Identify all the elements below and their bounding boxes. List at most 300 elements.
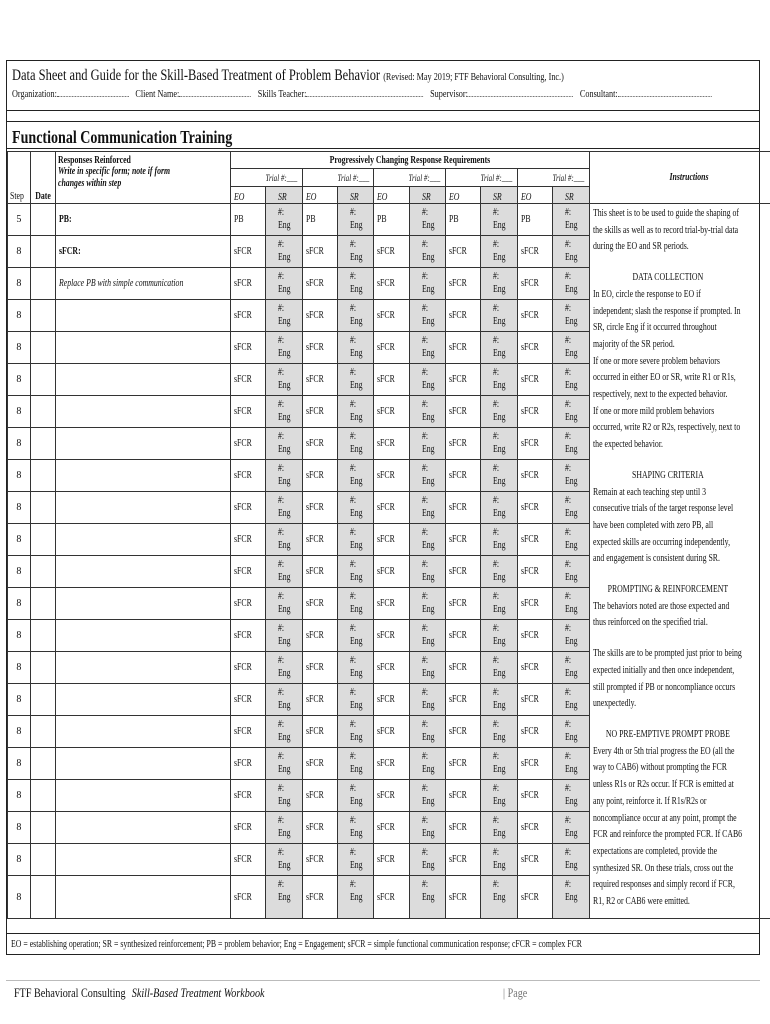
eo-cell[interactable]: sFCR	[302, 620, 337, 652]
trial-number-field[interactable]: Trial #:___	[230, 169, 302, 187]
organization-field[interactable]: Organization:	[12, 89, 129, 100]
response-cell[interactable]	[55, 652, 230, 684]
eo-cell[interactable]: sFCR	[446, 268, 481, 300]
eo-cell[interactable]: PB	[446, 204, 481, 236]
eo-cell[interactable]: sFCR	[517, 300, 552, 332]
sr-cell[interactable]: #: Eng	[409, 652, 446, 684]
response-cell[interactable]	[55, 556, 230, 588]
sr-cell[interactable]: #: Eng	[553, 652, 590, 684]
eo-cell[interactable]: sFCR	[446, 396, 481, 428]
response-cell[interactable]: sFCR:	[55, 236, 230, 268]
date-cell[interactable]	[30, 332, 55, 364]
response-cell[interactable]	[55, 620, 230, 652]
step-cell: 8	[8, 556, 31, 588]
sr-cell[interactable]: #: Eng	[409, 332, 446, 364]
eo-cell[interactable]: sFCR	[374, 524, 409, 556]
sr-cell[interactable]: #: Eng	[481, 460, 518, 492]
sr-cell[interactable]: #: Eng	[266, 268, 303, 300]
eo-cell[interactable]: sFCR	[302, 396, 337, 428]
response-cell[interactable]	[55, 684, 230, 716]
eo-cell[interactable]: sFCR	[446, 556, 481, 588]
sr-cell[interactable]: #: Eng	[337, 876, 374, 919]
response-cell[interactable]	[55, 876, 230, 919]
trial-number-field[interactable]: Trial #:___	[446, 169, 518, 187]
sr-cell[interactable]: #: Eng	[553, 556, 590, 588]
eo-cell[interactable]: sFCR	[446, 524, 481, 556]
eo-column-header: EO	[517, 187, 552, 204]
sr-cell[interactable]: #: Eng	[266, 620, 303, 652]
eo-cell[interactable]: sFCR	[374, 268, 409, 300]
response-cell[interactable]	[55, 364, 230, 396]
sr-cell[interactable]: #: Eng	[409, 364, 446, 396]
client-name-field[interactable]: Client Name:	[135, 89, 251, 100]
sr-cell[interactable]: #: Eng	[266, 204, 303, 236]
eo-cell[interactable]: sFCR	[446, 588, 481, 620]
eo-cell[interactable]: sFCR	[517, 460, 552, 492]
sr-cell[interactable]: #: Eng	[553, 268, 590, 300]
eo-cell[interactable]: sFCR	[374, 716, 409, 748]
eo-cell[interactable]: sFCR	[517, 652, 552, 684]
eo-cell[interactable]: sFCR	[446, 652, 481, 684]
eo-cell[interactable]: sFCR	[517, 396, 552, 428]
sr-cell[interactable]: #: Eng	[337, 300, 374, 332]
eo-cell[interactable]: sFCR	[302, 844, 337, 876]
eo-cell[interactable]: sFCR	[374, 364, 409, 396]
step-cell: 8	[8, 652, 31, 684]
shaping-criteria-title: SHAPING CRITERIA	[631, 469, 704, 481]
date-cell[interactable]	[30, 876, 55, 919]
eo-cell[interactable]: sFCR	[517, 684, 552, 716]
eo-cell[interactable]: PB	[374, 204, 409, 236]
sr-column-header: SR	[481, 187, 518, 204]
eo-cell[interactable]: sFCR	[302, 556, 337, 588]
step-cell: 8	[8, 716, 31, 748]
eo-cell[interactable]: sFCR	[302, 460, 337, 492]
sr-cell[interactable]: #: Eng	[553, 524, 590, 556]
sr-cell[interactable]: #: Eng	[337, 460, 374, 492]
step-cell: 8	[8, 300, 31, 332]
sr-cell[interactable]: #: Eng	[337, 588, 374, 620]
eo-cell[interactable]: sFCR	[230, 588, 265, 620]
sr-cell[interactable]: #: Eng	[481, 556, 518, 588]
eo-cell[interactable]: sFCR	[517, 780, 552, 812]
skills-teacher-field[interactable]: Skills Teacher:	[258, 89, 424, 100]
eo-cell[interactable]: sFCR	[374, 332, 409, 364]
sr-cell[interactable]: #: Eng	[266, 716, 303, 748]
date-cell[interactable]	[30, 780, 55, 812]
sr-cell[interactable]: #: Eng	[553, 780, 590, 812]
eo-cell[interactable]: sFCR	[302, 684, 337, 716]
eo-cell[interactable]: sFCR	[446, 332, 481, 364]
sr-cell[interactable]: #: Eng	[481, 876, 518, 919]
sr-cell[interactable]: #: Eng	[266, 556, 303, 588]
eo-cell[interactable]: sFCR	[302, 780, 337, 812]
sr-cell[interactable]: #: Eng	[553, 748, 590, 780]
eo-cell[interactable]: sFCR	[446, 716, 481, 748]
date-cell[interactable]	[30, 716, 55, 748]
step-cell: 8	[8, 876, 31, 919]
sr-cell[interactable]: #: Eng	[553, 396, 590, 428]
responses-header: Responses Reinforced Write in specific form; note if form changes within step	[55, 152, 230, 204]
sr-cell[interactable]: #: Eng	[553, 204, 590, 236]
eo-cell[interactable]: sFCR	[374, 748, 409, 780]
date-cell[interactable]	[30, 556, 55, 588]
eo-cell[interactable]: sFCR	[230, 620, 265, 652]
sr-cell[interactable]: #: Eng	[553, 684, 590, 716]
eo-cell[interactable]: PB	[230, 204, 265, 236]
sr-cell[interactable]: #: Eng	[337, 812, 374, 844]
response-cell[interactable]	[55, 844, 230, 876]
sr-cell[interactable]: #: Eng	[553, 844, 590, 876]
trial-number-field[interactable]: Trial #:___	[517, 169, 589, 187]
step-cell: 8	[8, 844, 31, 876]
sr-cell[interactable]: #: Eng	[337, 204, 374, 236]
eo-cell[interactable]: sFCR	[230, 396, 265, 428]
sr-cell[interactable]: #: Eng	[409, 492, 446, 524]
eo-cell[interactable]: sFCR	[230, 524, 265, 556]
response-cell[interactable]	[55, 460, 230, 492]
sr-cell[interactable]: #: Eng	[337, 428, 374, 460]
eo-cell[interactable]: sFCR	[374, 300, 409, 332]
response-cell[interactable]	[55, 428, 230, 460]
sr-cell[interactable]: #: Eng	[409, 300, 446, 332]
eo-cell[interactable]: sFCR	[517, 364, 552, 396]
sr-cell[interactable]: #: Eng	[266, 524, 303, 556]
date-cell[interactable]	[30, 652, 55, 684]
sr-cell[interactable]: #: Eng	[409, 588, 446, 620]
sr-cell[interactable]: #: Eng	[337, 716, 374, 748]
eo-cell[interactable]: sFCR	[302, 428, 337, 460]
eo-cell[interactable]: sFCR	[517, 716, 552, 748]
eo-cell[interactable]: sFCR	[517, 844, 552, 876]
eo-cell[interactable]: sFCR	[302, 492, 337, 524]
sr-cell[interactable]: #: Eng	[337, 524, 374, 556]
eo-cell[interactable]: sFCR	[446, 428, 481, 460]
eo-cell[interactable]: sFCR	[446, 236, 481, 268]
eo-cell[interactable]: sFCR	[446, 812, 481, 844]
sr-cell[interactable]: #: Eng	[266, 396, 303, 428]
sr-cell[interactable]: #: Eng	[337, 748, 374, 780]
eo-cell[interactable]: sFCR	[446, 364, 481, 396]
step-cell: 8	[8, 460, 31, 492]
eo-column-header: EO	[374, 187, 409, 204]
prompting-title: PROMPTING & REINFORCEMENT	[607, 584, 728, 596]
step-cell: 8	[8, 268, 31, 300]
eo-cell[interactable]: sFCR	[374, 460, 409, 492]
sr-cell[interactable]: #: Eng	[266, 460, 303, 492]
sheet-title	[12, 67, 719, 85]
eo-cell[interactable]: sFCR	[374, 428, 409, 460]
eo-cell[interactable]: sFCR	[302, 876, 337, 919]
sr-cell[interactable]: #: Eng	[266, 780, 303, 812]
eo-cell[interactable]: sFCR	[517, 876, 552, 919]
sr-cell[interactable]: #: Eng	[481, 300, 518, 332]
sr-cell[interactable]: #: Eng	[481, 812, 518, 844]
eo-cell[interactable]: sFCR	[302, 364, 337, 396]
sr-cell[interactable]: #: Eng	[409, 620, 446, 652]
eo-cell[interactable]: sFCR	[374, 236, 409, 268]
date-cell[interactable]	[30, 844, 55, 876]
eo-cell[interactable]: sFCR	[230, 428, 265, 460]
sr-cell[interactable]: #: Eng	[266, 300, 303, 332]
eo-cell[interactable]: sFCR	[517, 812, 552, 844]
date-cell[interactable]	[30, 620, 55, 652]
sr-cell[interactable]: #: Eng	[481, 684, 518, 716]
sr-cell[interactable]: #: Eng	[553, 812, 590, 844]
date-cell[interactable]	[30, 812, 55, 844]
eo-cell[interactable]: sFCR	[302, 652, 337, 684]
eo-cell[interactable]: sFCR	[446, 876, 481, 919]
date-cell[interactable]	[30, 460, 55, 492]
eo-cell[interactable]: sFCR	[446, 748, 481, 780]
response-cell[interactable]	[55, 780, 230, 812]
sr-cell[interactable]: #: Eng	[266, 236, 303, 268]
sr-cell[interactable]: #: Eng	[337, 556, 374, 588]
sr-cell[interactable]: #: Eng	[409, 460, 446, 492]
eo-cell[interactable]: sFCR	[374, 780, 409, 812]
sr-cell[interactable]: #: Eng	[337, 684, 374, 716]
sr-cell[interactable]: #: Eng	[553, 876, 590, 919]
step-cell: 8	[8, 524, 31, 556]
eo-cell[interactable]: sFCR	[230, 652, 265, 684]
eo-cell[interactable]: sFCR	[446, 492, 481, 524]
eo-cell[interactable]: sFCR	[230, 492, 265, 524]
sr-cell[interactable]: #: Eng	[481, 844, 518, 876]
sr-cell[interactable]: #: Eng	[337, 236, 374, 268]
sr-cell[interactable]: #: Eng	[409, 876, 446, 919]
response-cell[interactable]	[55, 524, 230, 556]
eo-cell[interactable]: sFCR	[230, 844, 265, 876]
supervisor-field[interactable]: Supervisor:	[430, 89, 573, 100]
eo-cell[interactable]: sFCR	[302, 716, 337, 748]
response-cell[interactable]	[55, 332, 230, 364]
eo-cell[interactable]: sFCR	[302, 236, 337, 268]
eo-cell[interactable]: sFCR	[517, 236, 552, 268]
eo-cell[interactable]: sFCR	[517, 524, 552, 556]
eo-cell[interactable]: sFCR	[374, 620, 409, 652]
eo-cell[interactable]: sFCR	[517, 556, 552, 588]
sr-cell[interactable]: #: Eng	[409, 268, 446, 300]
sr-cell[interactable]: #: Eng	[553, 300, 590, 332]
eo-cell[interactable]: sFCR	[230, 556, 265, 588]
eo-cell[interactable]: sFCR	[446, 684, 481, 716]
eo-column-header: EO	[230, 187, 265, 204]
sr-cell[interactable]: #: Eng	[266, 684, 303, 716]
sr-cell[interactable]: #: Eng	[481, 748, 518, 780]
eo-cell[interactable]: sFCR	[230, 876, 265, 919]
eo-cell[interactable]: sFCR	[302, 588, 337, 620]
date-cell[interactable]	[30, 364, 55, 396]
eo-cell[interactable]: sFCR	[517, 588, 552, 620]
eo-cell[interactable]: sFCR	[302, 300, 337, 332]
eo-cell[interactable]: sFCR	[302, 268, 337, 300]
sr-cell[interactable]: #: Eng	[481, 364, 518, 396]
sr-cell[interactable]: #: Eng	[553, 716, 590, 748]
response-cell[interactable]: Replace PB with simple communication	[55, 268, 230, 300]
sr-cell[interactable]: #: Eng	[266, 876, 303, 919]
sr-cell[interactable]: #: Eng	[409, 204, 446, 236]
response-cell[interactable]	[55, 396, 230, 428]
date-cell[interactable]	[30, 684, 55, 716]
eo-cell[interactable]: sFCR	[446, 460, 481, 492]
eo-cell[interactable]: sFCR	[374, 396, 409, 428]
sr-cell[interactable]: #: Eng	[481, 588, 518, 620]
eo-cell[interactable]: sFCR	[446, 780, 481, 812]
sr-cell[interactable]: #: Eng	[266, 364, 303, 396]
sr-cell[interactable]: #: Eng	[409, 812, 446, 844]
response-cell[interactable]	[55, 716, 230, 748]
sr-cell[interactable]: #: Eng	[266, 844, 303, 876]
sr-column-header: SR	[266, 187, 303, 204]
sr-cell[interactable]: #: Eng	[409, 716, 446, 748]
sr-cell[interactable]: #: Eng	[409, 236, 446, 268]
sr-cell[interactable]: #: Eng	[337, 492, 374, 524]
eo-cell[interactable]: sFCR	[230, 364, 265, 396]
sr-cell[interactable]: #: Eng	[409, 780, 446, 812]
sr-cell[interactable]: #: Eng	[337, 620, 374, 652]
sr-cell[interactable]: #: Eng	[553, 236, 590, 268]
sr-cell[interactable]: #: Eng	[337, 844, 374, 876]
sr-cell[interactable]: #: Eng	[266, 812, 303, 844]
progressive-header: Progressively Changing Response Requirements	[230, 152, 589, 169]
sr-cell[interactable]: #: Eng	[409, 396, 446, 428]
eo-cell[interactable]: sFCR	[374, 876, 409, 919]
eo-cell[interactable]: sFCR	[517, 492, 552, 524]
sr-cell[interactable]: #: Eng	[481, 652, 518, 684]
sr-cell[interactable]: #: Eng	[266, 748, 303, 780]
eo-cell[interactable]: sFCR	[230, 460, 265, 492]
eo-cell[interactable]: sFCR	[230, 684, 265, 716]
eo-cell[interactable]: sFCR	[302, 812, 337, 844]
sr-cell[interactable]: #: Eng	[409, 524, 446, 556]
eo-cell[interactable]: sFCR	[230, 300, 265, 332]
sr-cell[interactable]: #: Eng	[481, 780, 518, 812]
response-cell[interactable]	[55, 300, 230, 332]
trial-number-field[interactable]: Trial #:___	[302, 169, 374, 187]
sr-cell[interactable]: #: Eng	[481, 524, 518, 556]
eo-cell[interactable]: sFCR	[517, 332, 552, 364]
eo-cell[interactable]: sFCR	[230, 780, 265, 812]
sr-cell[interactable]: #: Eng	[409, 556, 446, 588]
sr-cell[interactable]: #: Eng	[553, 428, 590, 460]
sr-column-header: SR	[337, 187, 374, 204]
eo-cell[interactable]: sFCR	[374, 588, 409, 620]
sr-cell[interactable]: #: Eng	[409, 748, 446, 780]
eo-cell[interactable]: sFCR	[302, 524, 337, 556]
sr-cell[interactable]: #: Eng	[337, 652, 374, 684]
sr-cell[interactable]: #: Eng	[553, 460, 590, 492]
sr-cell[interactable]: #: Eng	[337, 396, 374, 428]
date-cell[interactable]	[30, 492, 55, 524]
sr-cell[interactable]: #: Eng	[553, 620, 590, 652]
date-cell[interactable]	[30, 300, 55, 332]
sr-cell[interactable]: #: Eng	[553, 364, 590, 396]
response-cell[interactable]	[55, 812, 230, 844]
sr-cell[interactable]: #: Eng	[266, 588, 303, 620]
sr-cell[interactable]: #: Eng	[409, 428, 446, 460]
sr-cell[interactable]: #: Eng	[481, 236, 518, 268]
eo-cell[interactable]: sFCR	[230, 748, 265, 780]
sr-cell[interactable]: #: Eng	[553, 588, 590, 620]
sr-cell[interactable]: #: Eng	[266, 652, 303, 684]
eo-cell[interactable]: sFCR	[302, 332, 337, 364]
eo-cell[interactable]: PB	[302, 204, 337, 236]
date-cell[interactable]	[30, 588, 55, 620]
sr-cell[interactable]: #: Eng	[481, 492, 518, 524]
eo-cell[interactable]: sFCR	[230, 268, 265, 300]
response-cell[interactable]	[55, 588, 230, 620]
date-cell[interactable]	[30, 204, 55, 236]
sr-cell[interactable]: #: Eng	[553, 492, 590, 524]
date-cell[interactable]	[30, 396, 55, 428]
eo-cell[interactable]: sFCR	[517, 620, 552, 652]
date-cell[interactable]	[30, 524, 55, 556]
sr-cell[interactable]: #: Eng	[481, 332, 518, 364]
eo-cell[interactable]: sFCR	[302, 748, 337, 780]
eo-cell[interactable]: sFCR	[517, 268, 552, 300]
sr-cell[interactable]: #: Eng	[266, 492, 303, 524]
eo-cell[interactable]: sFCR	[230, 716, 265, 748]
step-cell: 8	[8, 364, 31, 396]
sr-cell[interactable]: #: Eng	[481, 716, 518, 748]
consultant-field[interactable]: Consultant:	[580, 89, 711, 100]
sr-cell[interactable]: #: Eng	[337, 780, 374, 812]
eo-cell[interactable]: sFCR	[374, 684, 409, 716]
eo-cell[interactable]: sFCR	[374, 492, 409, 524]
eo-cell[interactable]: sFCR	[374, 812, 409, 844]
sr-cell[interactable]: #: Eng	[481, 396, 518, 428]
sr-cell[interactable]: #: Eng	[337, 268, 374, 300]
sr-cell[interactable]: #: Eng	[409, 684, 446, 716]
sr-cell[interactable]: #: Eng	[481, 268, 518, 300]
sr-cell[interactable]: #: Eng	[481, 204, 518, 236]
sr-cell[interactable]: #: Eng	[337, 332, 374, 364]
eo-cell[interactable]: sFCR	[374, 652, 409, 684]
sr-cell[interactable]: #: Eng	[409, 844, 446, 876]
eo-cell[interactable]: sFCR	[230, 236, 265, 268]
date-cell[interactable]	[30, 428, 55, 460]
trial-number-field[interactable]: Trial #:___	[374, 169, 446, 187]
eo-cell[interactable]: sFCR	[517, 428, 552, 460]
response-cell[interactable]	[55, 748, 230, 780]
eo-cell[interactable]: sFCR	[374, 844, 409, 876]
eo-cell[interactable]: sFCR	[230, 332, 265, 364]
date-cell[interactable]	[30, 748, 55, 780]
step-cell: 8	[8, 684, 31, 716]
sr-cell[interactable]: #: Eng	[481, 428, 518, 460]
step-cell: 5	[8, 204, 31, 236]
eo-cell[interactable]: sFCR	[446, 844, 481, 876]
date-cell[interactable]	[30, 268, 55, 300]
sr-cell[interactable]: #: Eng	[266, 428, 303, 460]
sr-cell[interactable]: #: Eng	[553, 332, 590, 364]
date-cell[interactable]	[30, 236, 55, 268]
response-cell[interactable]	[55, 492, 230, 524]
sr-cell[interactable]: #: Eng	[481, 620, 518, 652]
step-cell: 8	[8, 332, 31, 364]
eo-cell[interactable]: sFCR	[374, 556, 409, 588]
eo-cell[interactable]: sFCR	[446, 300, 481, 332]
sr-cell[interactable]: #: Eng	[266, 332, 303, 364]
response-cell[interactable]: PB:	[55, 204, 230, 236]
eo-cell[interactable]: sFCR	[446, 620, 481, 652]
eo-cell[interactable]: PB	[517, 204, 552, 236]
eo-cell[interactable]: sFCR	[230, 812, 265, 844]
sr-cell[interactable]: #: Eng	[337, 364, 374, 396]
eo-cell[interactable]: sFCR	[517, 748, 552, 780]
step-cell: 8	[8, 236, 31, 268]
footnote: EO = establishing operation; SR = synthesized reinforcement; PB = problem behavior; Eng = Engagement; sFCR = simple functional communication response; cFCR = complex FCR	[7, 933, 759, 954]
